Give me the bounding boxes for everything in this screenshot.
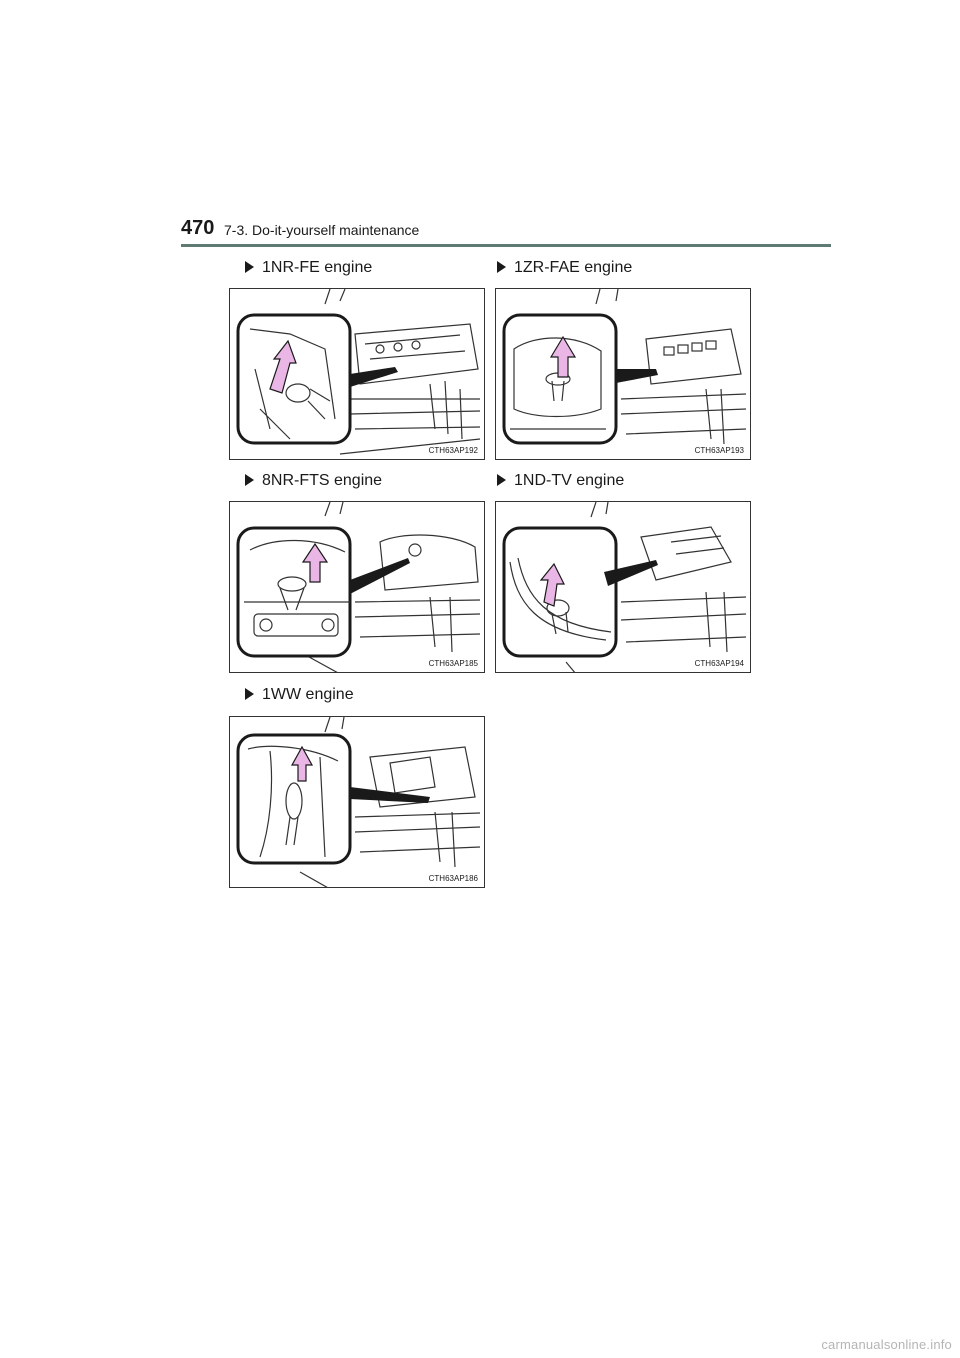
engine-drawing bbox=[496, 289, 751, 460]
page-number: 470 bbox=[181, 217, 215, 239]
figure-caption: 1WW engine bbox=[245, 685, 354, 705]
triangle-bullet-icon bbox=[245, 474, 254, 486]
engine-drawing bbox=[230, 502, 485, 673]
engine-illustration bbox=[229, 716, 485, 888]
figure-code: CTH63AP185 bbox=[428, 659, 478, 668]
triangle-bullet-icon bbox=[497, 261, 506, 273]
engine-drawing bbox=[230, 289, 485, 460]
engine-illustration bbox=[229, 288, 485, 460]
triangle-bullet-icon bbox=[497, 474, 506, 486]
section-title: 7-3. Do-it-yourself maintenance bbox=[224, 222, 420, 238]
figure-code: CTH63AP194 bbox=[694, 659, 744, 668]
triangle-bullet-icon bbox=[245, 261, 254, 273]
engine-illustration bbox=[495, 501, 751, 673]
figure-caption: 8NR-FTS engine bbox=[245, 471, 382, 491]
figure-code: CTH63AP192 bbox=[428, 446, 478, 455]
figure-code: CTH63AP193 bbox=[694, 446, 744, 455]
figure-caption: 1NR-FE engine bbox=[245, 258, 372, 278]
header-rule bbox=[181, 244, 831, 247]
engine-drawing bbox=[230, 717, 485, 888]
triangle-bullet-icon bbox=[245, 688, 254, 700]
figure-caption: 1ZR-FAE engine bbox=[497, 258, 632, 278]
engine-illustration bbox=[229, 501, 485, 673]
watermark: carmanualsonline.info bbox=[821, 1337, 952, 1352]
figure-code: CTH63AP186 bbox=[428, 874, 478, 883]
engine-illustration bbox=[495, 288, 751, 460]
figure-caption: 1ND-TV engine bbox=[497, 471, 624, 491]
engine-drawing bbox=[496, 502, 751, 673]
